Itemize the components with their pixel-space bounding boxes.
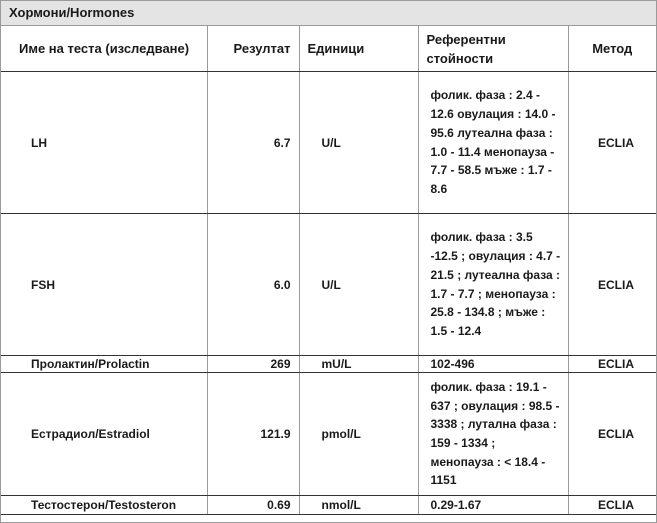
test-name-cell: Естрадиол/Estradiol xyxy=(1,373,207,496)
hormones-results-table xyxy=(1,26,656,515)
result-cell: 269 xyxy=(207,356,299,373)
unit-cell: mU/L xyxy=(299,356,418,373)
unit-cell: nmol/L xyxy=(299,496,418,515)
reference-cell: фолик. фаза : 3.5 -12.5 ; овулация : 4.7 - 21.5 ; лутеална фаза : 1.7 - 7.7 ; менопауза : 25.8 - 134.8 ; мъже : 1.5 - 12.4 xyxy=(418,214,568,356)
column-header-result: Резултат xyxy=(207,26,299,72)
test-name-cell: FSH xyxy=(1,214,207,356)
table-row xyxy=(1,72,656,214)
unit-cell: U/L xyxy=(299,72,418,214)
result-cell: 0.69 xyxy=(207,496,299,515)
column-header-units: Единици xyxy=(299,26,418,72)
method-cell: ECLIA xyxy=(568,496,656,515)
method-cell: ECLIA xyxy=(568,214,656,356)
reference-cell: фолик. фаза : 2.4 - 12.6 овулация : 14.0 - 95.6 лутеална фаза : 1.0 - 11.4 менопауза - 7.7 - 58.5 мъже : 1.7 - 8.6 xyxy=(418,72,568,214)
table-row xyxy=(1,373,656,496)
method-cell: ECLIA xyxy=(568,356,656,373)
reference-cell: 102-496 xyxy=(418,356,568,373)
column-header-reference: Референтни стойности xyxy=(418,26,568,72)
table-row xyxy=(1,214,656,356)
table-header-row xyxy=(1,26,656,72)
section-title: Хормони/Hormones xyxy=(1,1,656,26)
unit-cell: U/L xyxy=(299,214,418,356)
column-header-test-name: Име на теста (изследване) xyxy=(1,26,207,72)
column-header-method: Метод xyxy=(568,26,656,72)
method-cell: ECLIA xyxy=(568,373,656,496)
test-name-cell: Тестостерон/Testosteron xyxy=(1,496,207,515)
table-row xyxy=(1,496,656,515)
table-row xyxy=(1,356,656,373)
test-name-cell: LH xyxy=(1,72,207,214)
result-cell: 6.7 xyxy=(207,72,299,214)
reference-cell: фолик. фаза : 19.1 - 637 ; овулация : 98.5 - 3338 ; лутална фаза : 159 - 1334 ; менопауза : < 18.4 - 1151 xyxy=(418,373,568,496)
reference-cell: 0.29-1.67 xyxy=(418,496,568,515)
method-cell: ECLIA xyxy=(568,72,656,214)
result-cell: 121.9 xyxy=(207,373,299,496)
test-name-cell: Пролактин/Prolactin xyxy=(1,356,207,373)
unit-cell: pmol/L xyxy=(299,373,418,496)
result-cell: 6.0 xyxy=(207,214,299,356)
